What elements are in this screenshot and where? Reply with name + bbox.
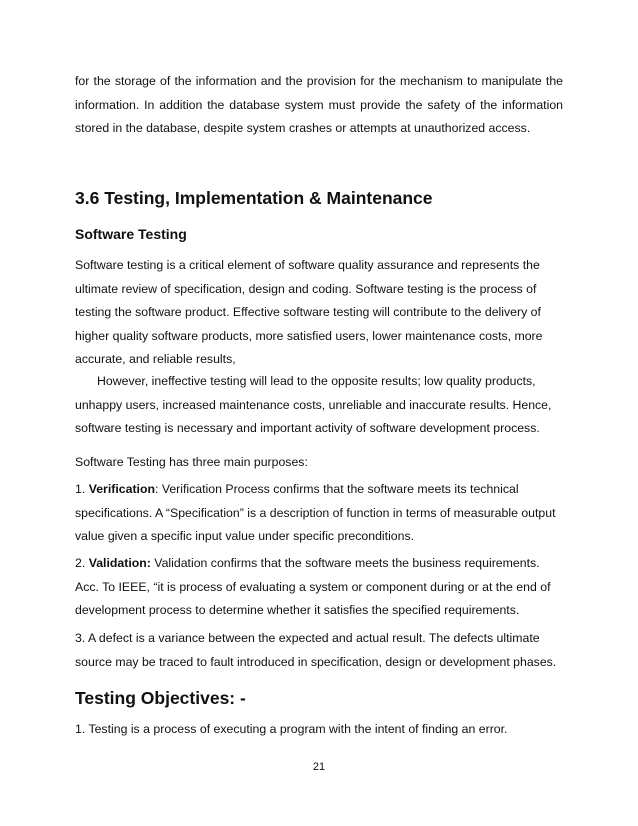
- section-heading: 3.6 Testing, Implementation & Maintenance: [75, 188, 433, 208]
- purpose-text: Validation confirms that the software meets the business requirements. Acc. To IEEE, “it is process of evaluating a system or component during or at the end of development process to determine whether it satisfies the specified requirements.: [75, 556, 551, 618]
- page-number: 21: [312, 761, 326, 773]
- purpose-text: : Verification Process confirms that the software meets its technical specifications. A “Specification” is a description of function in terms of measurable output value given a specific input value under specific preconditions.: [75, 482, 556, 544]
- purpose-prefix: 1.: [75, 482, 89, 496]
- purposes-intro: Software Testing has three main purposes:: [75, 455, 308, 469]
- purpose-term: Validation:: [88, 556, 151, 570]
- purpose-item-defect: [75, 627, 563, 674]
- software-testing-heading: Software Testing: [75, 226, 187, 242]
- purpose-item-validation: [75, 552, 563, 623]
- software-testing-paragraph-1: Software testing is a critical element of software quality assurance and represents the ultimate review of specification, design and coding. Software testing is the process of testing the software product. Effective software testing will contribute to the delivery of higher quality software products, more satisfied users, lower maintenance costs, more accurate, and reliable results,: [75, 258, 543, 367]
- objectives-heading: Testing Objectives: -: [75, 688, 246, 708]
- purpose-item-verification: [75, 478, 563, 549]
- software-testing-paragraph-2: However, ineffective testing will lead to the opposite results; low quality products, unhappy users, increased maintenance costs, unreliable and inaccurate results. Hence, software testing is necessary and important activity of software development process.: [75, 374, 552, 436]
- purpose-text: 3. A defect is a variance between the expected and actual result. The defects ultimate source may be traced to fault introduced in specification, design or development phases.: [75, 631, 557, 669]
- objective-item: 1. Testing is a process of executing a program with the intent of finding an error.: [75, 722, 508, 736]
- purpose-term: Verification: [88, 482, 155, 496]
- purpose-prefix: 2.: [75, 556, 89, 570]
- intro-paragraph: for the storage of the information and the provision for the mechanism to manipulate the information. In addition the database system must provide the safety of the information stored in the database, despite system crashes or attempts at unauthorized access.: [75, 74, 563, 136]
